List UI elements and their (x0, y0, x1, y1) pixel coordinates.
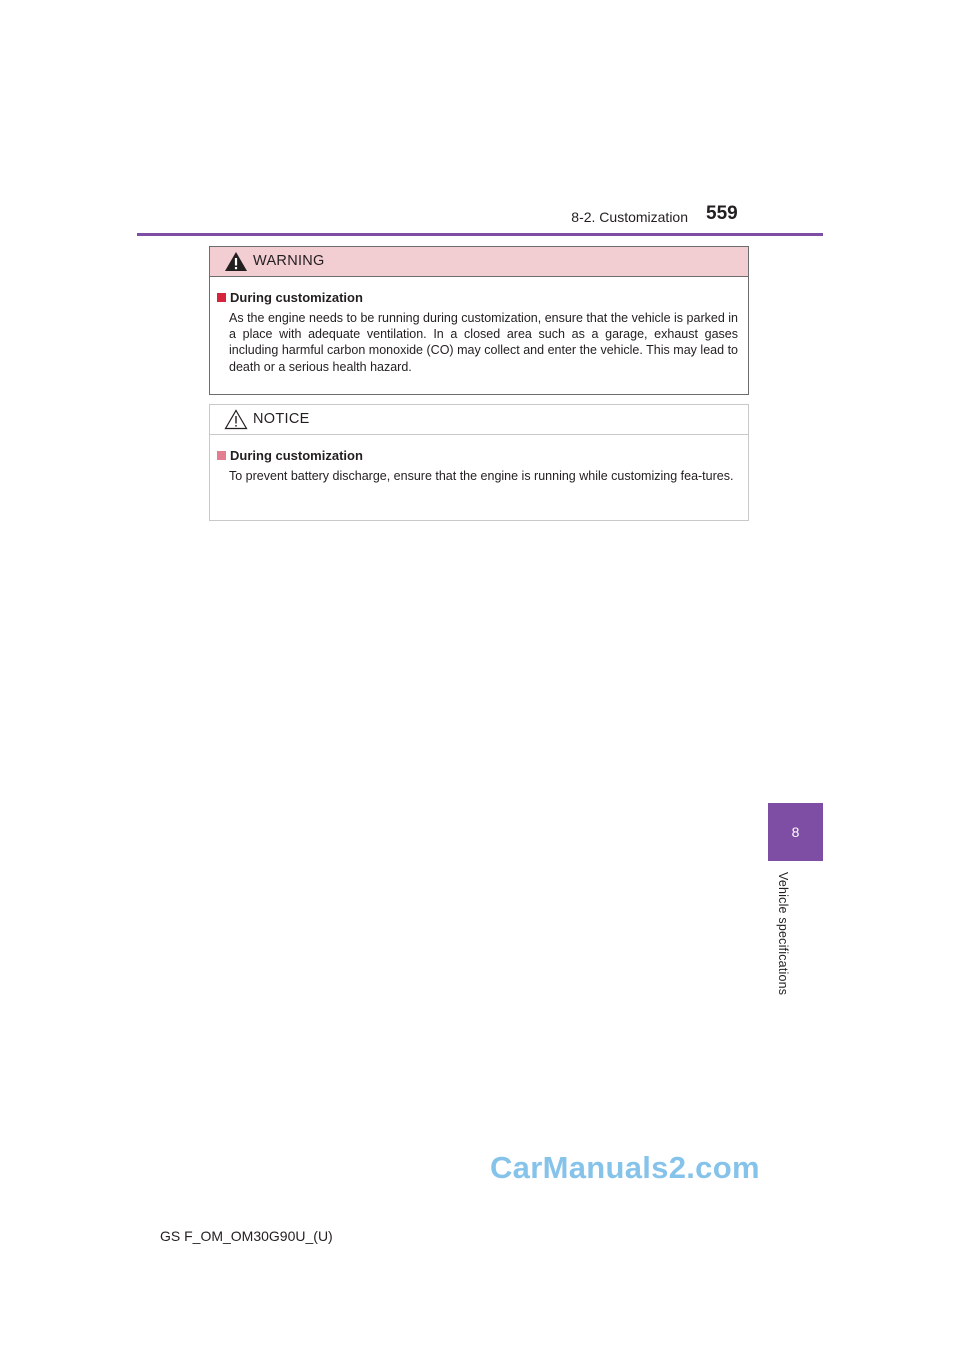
footer-document-code: GS F_OM_OM30G90U_(U) (160, 1228, 333, 1244)
header-divider (137, 233, 823, 236)
warning-body (210, 277, 748, 375)
warning-header (210, 247, 748, 277)
chapter-tab[interactable] (768, 803, 823, 861)
notice-body (210, 435, 748, 484)
warning-item-text: As the engine needs to be running during customization, ensure that the vehicle is parked in a place with adequate ventilation. In a closed area such as a garage, exhaust gases including harmful carbon monoxide (CO) may collect and enter the vehicle. This may lead to death or a serious health hazard. (229, 311, 738, 374)
chapter-label: Vehicle specifications (776, 872, 790, 996)
notice-box (209, 404, 749, 521)
notice-item-title-text: During customization (230, 448, 363, 463)
header-section-title: 8-2. Customization (571, 209, 688, 225)
notice-item-title (217, 448, 738, 463)
notice-title: NOTICE (253, 411, 310, 427)
caution-triangle-icon (224, 409, 248, 430)
warning-title: WARNING (253, 253, 325, 269)
warning-item-title (217, 290, 738, 305)
square-bullet-icon (217, 451, 226, 460)
warning-item-title-text: During customization (230, 290, 363, 305)
page-number: 559 (706, 203, 738, 224)
chapter-number: 8 (791, 824, 800, 840)
warning-triangle-icon (224, 251, 248, 272)
warning-box (209, 246, 749, 395)
square-bullet-icon (217, 293, 226, 302)
watermark-logo: CarManuals2.com (490, 1150, 760, 1185)
notice-item-text: To prevent battery discharge, ensure that the engine is running while customizing fea-tures. (229, 469, 734, 483)
notice-header (210, 405, 748, 435)
